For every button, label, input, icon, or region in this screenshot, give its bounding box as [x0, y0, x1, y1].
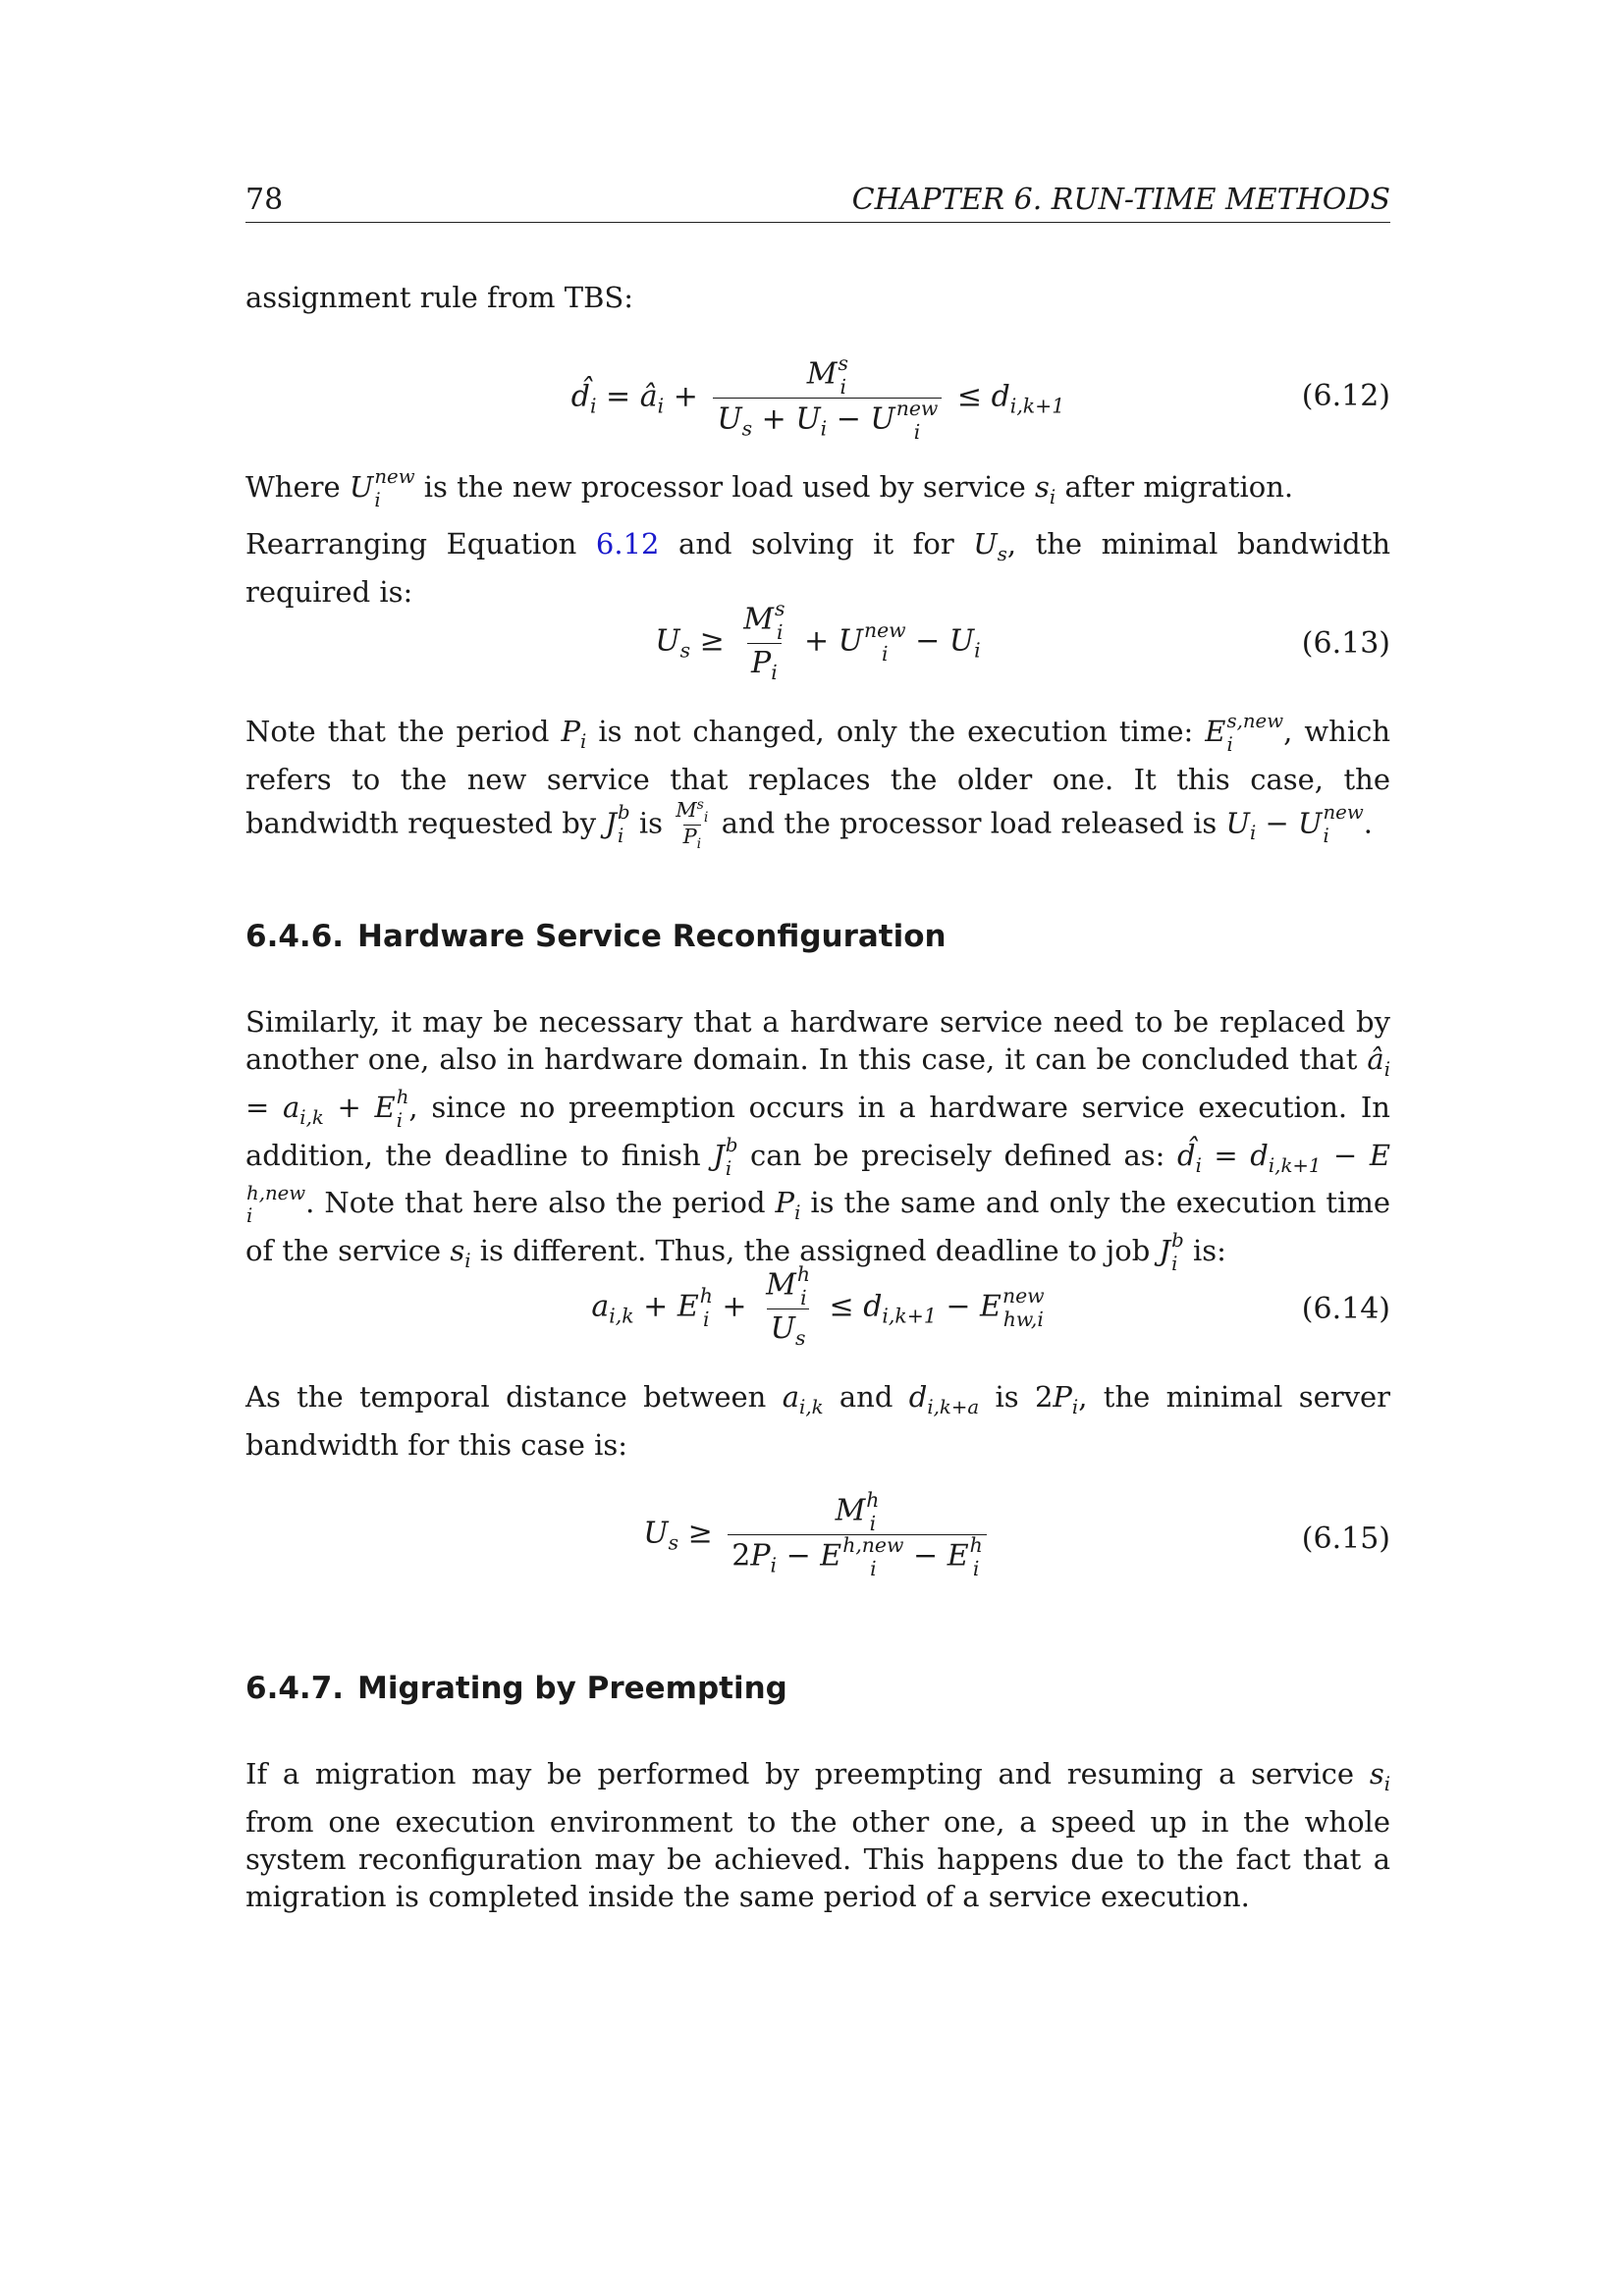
equation-reference-link[interactable]: 6.12 [595, 527, 660, 561]
equation-6-15: $U_s$ ≥ M h i $2P_i - E$ h,new i − E h i (6.15) [643, 1488, 1390, 1581]
page-number: 78 [245, 183, 284, 217]
equation-number: (6.12) [1301, 379, 1390, 413]
equation-number: (6.14) [1301, 1292, 1390, 1326]
running-header [245, 183, 1390, 223]
rearranging-paragraph: Rearranging Equation 6.12 and solving it for $U_s$, the minimal bandwidth required is: [245, 527, 1391, 609]
section-heading-6-4-6: 6.4.6. Hardware Service Reconfiguration [245, 919, 947, 954]
equation-6-12: $d̂_i$ = $â_i$ + M s i $U_s + U_i - U$ new i ≤ $d_{i,k+1}$ (6.12) [570, 351, 1390, 445]
equation-6-13: $U_s$ ≥ M s i $P_i$ + U new i − $U_i$ (6.13) [655, 597, 1390, 684]
note-paragraph: Note that the period $P_i$ is not changed, only the execution time: E s,new i , which refers to the new service that replaces the older one. It this case, the bandwidth requested by J b i is $M^s_i$ $P_i$ and the processor load released is $U_i - U$ new i . [245, 710, 1391, 853]
equation-number: (6.13) [1301, 626, 1390, 661]
temporal-paragraph: As the temporal distance between $a_{i,k}$ and $d_{i,k+a}$ is $2P_i$, the minimal server bandwidth for this case is: [245, 1380, 1391, 1462]
intro-text: assignment rule from TBS: [245, 281, 634, 314]
section-heading-6-4-7: 6.4.7. Migrating by Preempting [245, 1671, 787, 1706]
chapter-title: CHAPTER 6. RUN-TIME METHODS [851, 183, 1390, 217]
hardware-paragraph: Similarly, it may be necessary that a hardware service need to be replaced by another one, also in hardware domain. In this case, it can be concluded that $â_i = a_{i,k} + E$ h i , since no preemption occurs in a hardware service execution. In addition, the deadline to finish J b i can be precisely defined as: $d̂_i = d_{i,k+1} - E$ h,new i . Note that here also the period $P_i$ is the same and only the execution time of the service $s_i$ is different. Thus, the assigned deadline to job J b i is: [245, 1005, 1391, 1276]
equation-6-14: $a_{i,k} + E$ h i + M h i $U_s$ ≤ $d_{i,k+1} - E$ new hw,i (6.14) [591, 1262, 1390, 1350]
where-paragraph: Where U new i is the new processor load used by service $s_i$ after migration. [245, 465, 1294, 511]
preempt-paragraph: If a migration may be performed by preempting and resuming a service $s_i$ from one execution environment to the other one, a speed up in the whole system reconfiguration may be achieved. This happens due to the fact that a migration is completed inside the same period of a service execution. [245, 1757, 1391, 1913]
equation-number: (6.15) [1301, 1522, 1390, 1556]
